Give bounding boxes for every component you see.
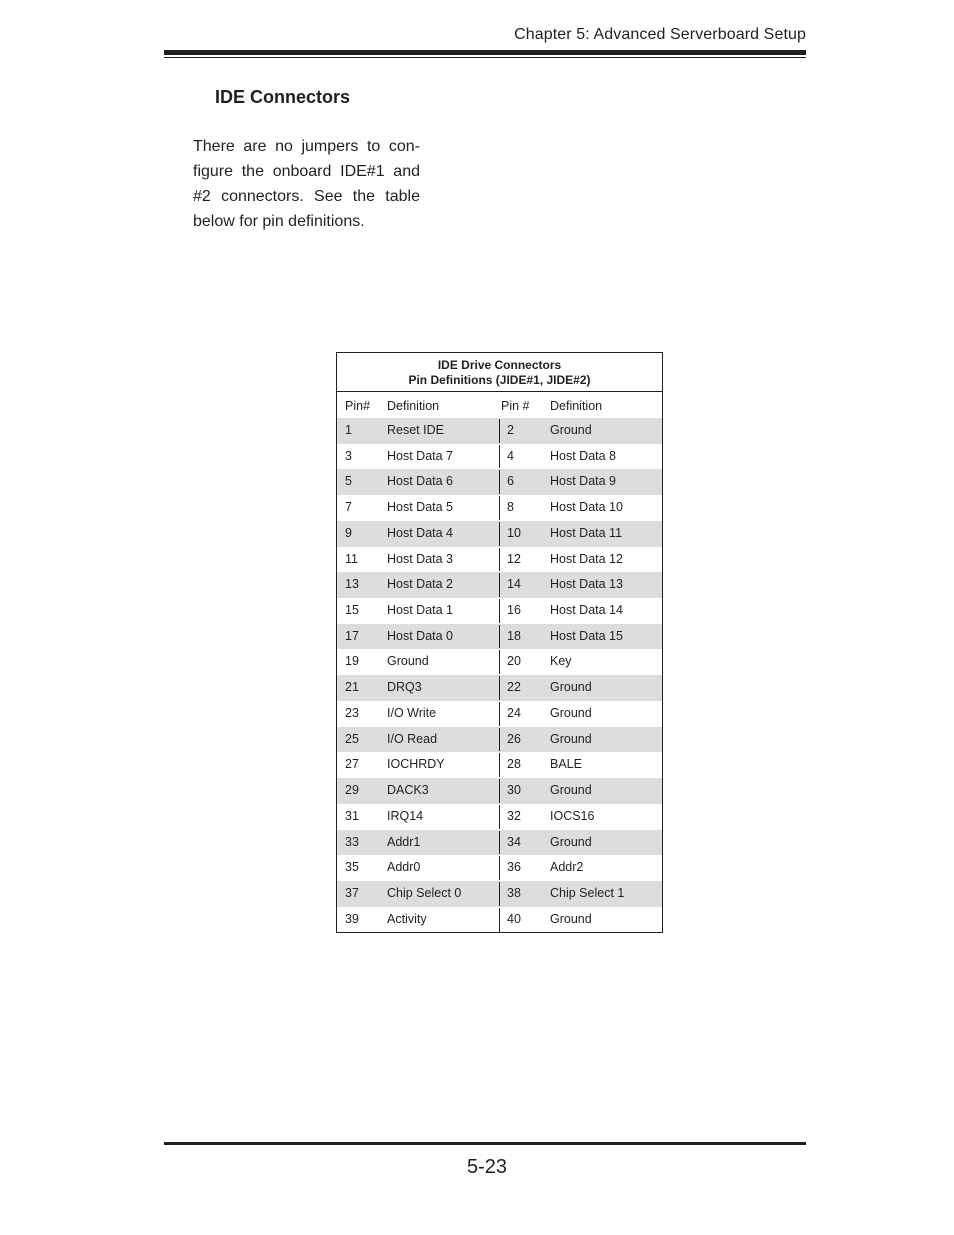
column-divider	[499, 805, 500, 829]
table-row	[337, 752, 662, 778]
table-row	[337, 598, 662, 624]
pin-odd-cell: 3	[345, 448, 352, 463]
pin-odd-cell: 27	[345, 757, 359, 772]
pin-odd-cell: 13	[345, 577, 359, 592]
definition-even-cell: IOCS16	[550, 808, 595, 823]
table-header-row	[337, 392, 662, 418]
pin-odd-cell: 21	[345, 680, 359, 695]
definition-even-cell: Addr2	[550, 860, 584, 875]
pin-even-cell: 40	[507, 911, 521, 926]
table-row	[337, 521, 662, 547]
table-row	[337, 444, 662, 470]
table-row	[337, 495, 662, 521]
table-row	[337, 907, 662, 933]
definition-even-cell: Host Data 12	[550, 551, 623, 566]
table-title-line2: Pin Definitions (JIDE#1, JIDE#2)	[408, 373, 591, 387]
pin-even-cell: 10	[507, 525, 521, 540]
pin-even-cell: 16	[507, 603, 521, 618]
pin-odd-cell: 25	[345, 731, 359, 746]
column-divider	[499, 548, 500, 572]
definition-even-cell: Host Data 9	[550, 474, 617, 489]
definition-odd-cell: Activity	[387, 911, 427, 926]
pin-odd-cell: 17	[345, 628, 359, 643]
definition-odd-cell: Reset IDE	[387, 423, 444, 437]
definition-odd-cell: Host Data 2	[387, 577, 454, 592]
pin-odd-cell: 23	[345, 705, 359, 720]
definition-odd-cell: Host Data 3	[387, 551, 454, 566]
definition-odd-cell: IOCHRDY	[387, 757, 445, 772]
pin-odd-cell: 33	[345, 834, 359, 849]
pin-even-cell: 26	[507, 731, 521, 746]
definition-even-cell: Host Data 13	[550, 577, 623, 592]
definition-odd-cell: Addr0	[387, 860, 421, 875]
pin-even-cell: 12	[507, 551, 521, 566]
pin-even-cell: 38	[507, 885, 521, 900]
column-divider	[499, 599, 500, 623]
header-definition-odd: Definition	[387, 399, 440, 413]
column-divider	[499, 856, 500, 880]
header-rule-thin	[164, 57, 806, 58]
table-body	[337, 418, 662, 932]
definition-odd-cell: Host Data 7	[387, 448, 454, 463]
column-divider	[499, 419, 500, 443]
column-divider	[499, 496, 500, 520]
pin-even-cell: 14	[507, 577, 521, 592]
page-number: 5-23	[466, 1156, 508, 1178]
definition-even-cell: Host Data 11	[550, 525, 623, 540]
header-pin-odd: Pin#	[345, 399, 371, 413]
table-row	[337, 881, 662, 907]
definition-even-cell: Ground	[550, 834, 592, 849]
pin-even-cell: 18	[507, 628, 521, 643]
pin-odd-cell: 7	[345, 500, 352, 515]
definition-odd-cell: Host Data 5	[387, 500, 454, 515]
column-divider	[499, 753, 500, 777]
column-divider	[499, 728, 500, 752]
definition-even-cell: Host Data 10	[550, 500, 623, 515]
pin-even-cell: 8	[507, 500, 514, 515]
column-divider	[499, 573, 500, 597]
table-row	[337, 778, 662, 804]
column-divider	[499, 625, 500, 649]
table-row	[337, 855, 662, 881]
table-row	[337, 675, 662, 701]
definition-odd-cell: Host Data 0	[387, 628, 454, 643]
definition-even-cell: Ground	[550, 911, 592, 926]
pin-even-cell: 20	[507, 654, 521, 669]
pin-odd-cell: 39	[345, 911, 359, 926]
definition-odd-cell: Chip Select 0	[387, 885, 462, 900]
pin-odd-cell: 1	[345, 423, 352, 437]
pin-odd-cell: 31	[345, 808, 359, 823]
pin-even-cell: 22	[507, 680, 521, 695]
table-row	[337, 624, 662, 650]
table-row	[337, 649, 662, 675]
column-divider	[499, 522, 500, 546]
definition-even-cell: Ground	[550, 680, 592, 695]
pin-even-cell: 30	[507, 783, 521, 798]
table-title-line1: IDE Drive Connectors	[437, 358, 562, 372]
header-definition-even: Definition	[550, 399, 603, 413]
section-title: IDE Connectors	[215, 87, 351, 107]
column-divider	[499, 445, 500, 469]
table-row	[337, 547, 662, 573]
pin-even-cell: 36	[507, 860, 521, 875]
column-divider	[499, 702, 500, 726]
table-title	[337, 353, 662, 392]
definition-odd-cell: I/O Read	[387, 731, 438, 746]
definition-even-cell: Chip Select 1	[550, 885, 625, 900]
pin-even-cell: 2	[507, 423, 514, 437]
definition-odd-cell: DRQ3	[387, 680, 422, 695]
pin-odd-cell: 11	[345, 551, 358, 566]
definition-odd-cell: Host Data 1	[387, 603, 454, 618]
definition-even-cell: Ground	[550, 423, 592, 437]
table-row	[337, 701, 662, 727]
footer-rule	[164, 1142, 806, 1145]
definition-even-cell: Ground	[550, 731, 592, 746]
column-divider	[499, 908, 500, 933]
pin-even-cell: 6	[507, 474, 514, 489]
definition-odd-cell: IRQ14	[387, 808, 424, 823]
pin-even-cell: 28	[507, 757, 521, 772]
definition-even-cell: Host Data 15	[550, 628, 623, 643]
definition-odd-cell: I/O Write	[387, 705, 437, 720]
definition-even-cell: Ground	[550, 705, 592, 720]
pin-odd-cell: 9	[345, 525, 352, 540]
table-row	[337, 804, 662, 830]
column-divider	[499, 831, 500, 855]
pin-odd-cell: 29	[345, 783, 359, 798]
definition-even-cell: Host Data 8	[550, 448, 617, 463]
pin-even-cell: 4	[507, 448, 514, 463]
column-divider	[499, 470, 500, 494]
pin-even-cell: 34	[507, 834, 521, 849]
pin-definition-table	[336, 352, 663, 933]
intro-paragraph: There are no jumpers to con-figure the onboard IDE#1 and #2 connectors. See the table below for pin definitions.	[193, 138, 420, 230]
table-row	[337, 727, 662, 753]
table-row	[337, 469, 662, 495]
definition-even-cell: Ground	[550, 783, 592, 798]
pin-odd-cell: 37	[345, 885, 359, 900]
definition-odd-cell: Host Data 6	[387, 474, 454, 489]
definition-even-cell: Host Data 14	[550, 603, 623, 618]
table-row	[337, 418, 662, 444]
pin-even-cell: 24	[507, 705, 521, 720]
column-divider	[499, 650, 500, 674]
pin-odd-cell: 19	[345, 654, 359, 669]
definition-odd-cell: DACK3	[387, 783, 429, 798]
table-row	[337, 830, 662, 856]
pin-odd-cell: 35	[345, 860, 359, 875]
definition-odd-cell: Addr1	[387, 834, 421, 849]
pin-odd-cell: 5	[345, 474, 352, 489]
definition-even-cell: Key	[550, 654, 572, 669]
chapter-header: Chapter 5: Advanced Serverboard Setup	[514, 26, 806, 43]
pin-odd-cell: 15	[345, 603, 359, 618]
pin-even-cell: 32	[507, 808, 521, 823]
header-pin-even: Pin #	[501, 399, 530, 413]
definition-odd-cell: Ground	[387, 654, 429, 669]
definition-even-cell: BALE	[550, 757, 582, 772]
header-rule	[164, 50, 806, 55]
definition-odd-cell: Host Data 4	[387, 525, 454, 540]
column-divider	[499, 882, 500, 906]
column-divider	[499, 676, 500, 700]
table-row	[337, 572, 662, 598]
column-divider	[499, 779, 500, 803]
